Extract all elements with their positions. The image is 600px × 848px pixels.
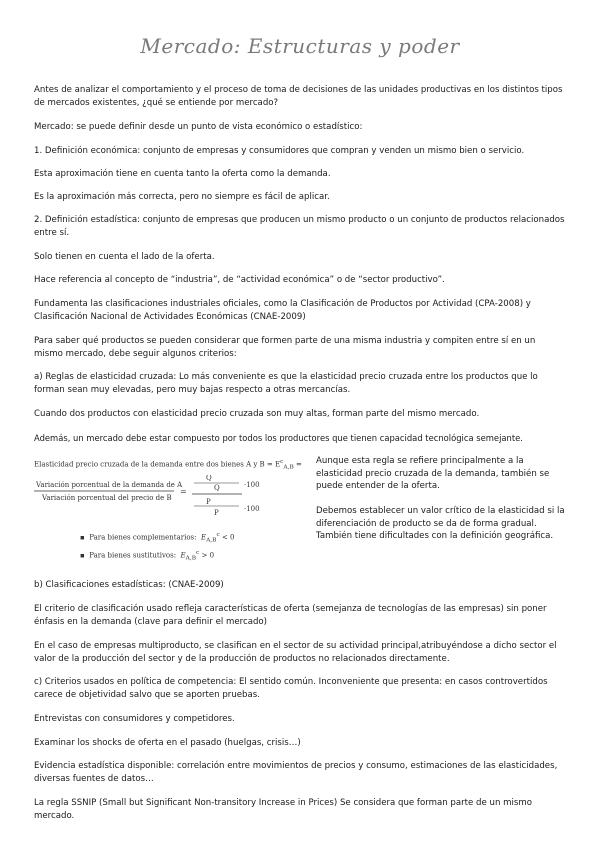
formula-q-symbol: Q [206, 475, 212, 482]
paragraph-statistical-class: b) Clasificaciones estadísticas: (CNAE-2009) [34, 580, 224, 590]
paragraph-competition-policy: c) Criterios usados en política de competencia: El sentido común. Inconveniente que presenta: en casos controvertidos carece de objetividad salvo que se aporten pruebas. [34, 677, 548, 700]
formula-times-bottom: ·100 [244, 505, 260, 513]
paragraph-interviews: Entrevistas con consumidores y competidores. [34, 714, 235, 724]
paragraph-supply-demand: Esta aproximación tiene en cuenta tanto la oferta como la demanda. [34, 169, 331, 179]
formula-p-base: P [214, 509, 219, 517]
elasticity-formula [34, 455, 304, 595]
paragraph-evidence: Evidencia estadística disponible: correlación entre movimientos de precios y consumo, estimaciones de las elasticidades, diversas fuentes de datos… [34, 761, 558, 784]
svg-text:=: = [180, 487, 187, 496]
side-note-critical-value: Debemos establecer un valor crítico de la elasticidad si la diferenciación de producto se da de forma gradual. También tiene dificultades con la definición geográfica. [316, 506, 565, 541]
paragraph-multiproduct: En el caso de empresas multiproducto, se clasifican en el sector de su actividad principal,atribuyéndose a dicho sector el valor de la producción del sector y de la producción de productos no relacionados directamente. [34, 641, 557, 664]
paragraph-ssnip: La regla SSNIP (Small but Significant Non-transitory Increase in Prices) Se considera que forman parte de un mismo mercado. [34, 798, 533, 821]
paragraph-classifications: Fundamenta las clasificaciones industriales oficiales, como la Clasificación de Productos por Actividad (CPA-2008) y Clasificación Nacional de Actividades Económicas (CNAE-2009) [34, 299, 531, 322]
paragraph-market-def: Mercado: se puede definir desde un punto de vista económico o estadístico: [34, 122, 363, 132]
page-title: Mercado: Estructuras y poder [140, 34, 460, 58]
formula-q-base: Q [214, 484, 220, 492]
formula-denominator: Variación porcentual del precio de B [42, 494, 172, 502]
paragraph-supply-side: Solo tienen en cuenta el lado de la oferta. [34, 252, 215, 262]
bullet-complementary: ▪ Para bienes complementarios: $E_{A,B}^c < 0$ [80, 532, 235, 544]
formula-fraction [34, 475, 304, 525]
paragraph-shocks: Examinar los shocks de oferta en el pasado (huelgas, crisis…) [34, 738, 301, 748]
paragraph-classification-criterion: El criterio de clasificación usado refleja características de oferta (semejanza de tecnologías de las empresas) sin poner énfasis en la demanda (clave para definir el mercado) [34, 604, 547, 627]
paragraph-statistical-def: 2. Definición estadística: conjunto de empresas que producen un mismo producto o un conjunto de productos relacionados entre sí. [34, 215, 565, 238]
paragraph-industry: Hace referencia al concepto de “industria”, de “actividad económica” o de “sector productivo”. [34, 275, 445, 285]
paragraph-technology: Además, un mercado debe estar compuesto por todos los productores que tienen capacidad tecnológica semejante. [34, 433, 523, 443]
bullet-substitutes: ▪ Para bienes sustitutivos: $E_{A,B}^c > 0$ [80, 550, 215, 562]
paragraph-approx: Es la aproximación más correcta, pero no siempre es fácil de aplicar. [34, 192, 330, 202]
formula-title: Elasticidad precio cruzada de la demanda entre dos bienes A y $B = E^c_{A,B}$ = [34, 459, 302, 471]
paragraph-intro: Antes de analizar el comportamiento y el proceso de toma de decisiones de las unidades productivas en los distintos tipos de mercados existentes, ¿qué se entiende por mercado? [34, 85, 563, 108]
paragraph-economic-def: 1. Definición económica: conjunto de empresas y consumidores que compran y venden un mismo bien o servicio. [34, 146, 525, 156]
paragraph-cross-elasticity: a) Reglas de elasticidad cruzada: Lo más conveniente es que la elasticidad precio cruzada entre los productos que lo forman sean muy elevadas, pero muy bajas respecto a otras mercancías. [34, 372, 538, 395]
formula-numerator: Variación porcentual de la demanda de A [36, 481, 183, 489]
side-note-supply: Aunque esta regla se refiere principalmente a la elasticidad precio cruzada de la demanda, también se puede entender de la oferta. [316, 456, 550, 491]
paragraph-criteria: Para saber qué productos se pueden considerar que formen parte de una misma industria y compiten entre sí en un mismo mercado, debe seguir algunos criterios: [34, 336, 536, 359]
formula-times-top: ·100 [244, 481, 260, 489]
formula-p-symbol: P [206, 498, 211, 506]
paragraph-high-elasticity: Cuando dos productos con elasticidad precio cruzada son muy altas, forman parte del mismo mercado. [34, 409, 480, 419]
